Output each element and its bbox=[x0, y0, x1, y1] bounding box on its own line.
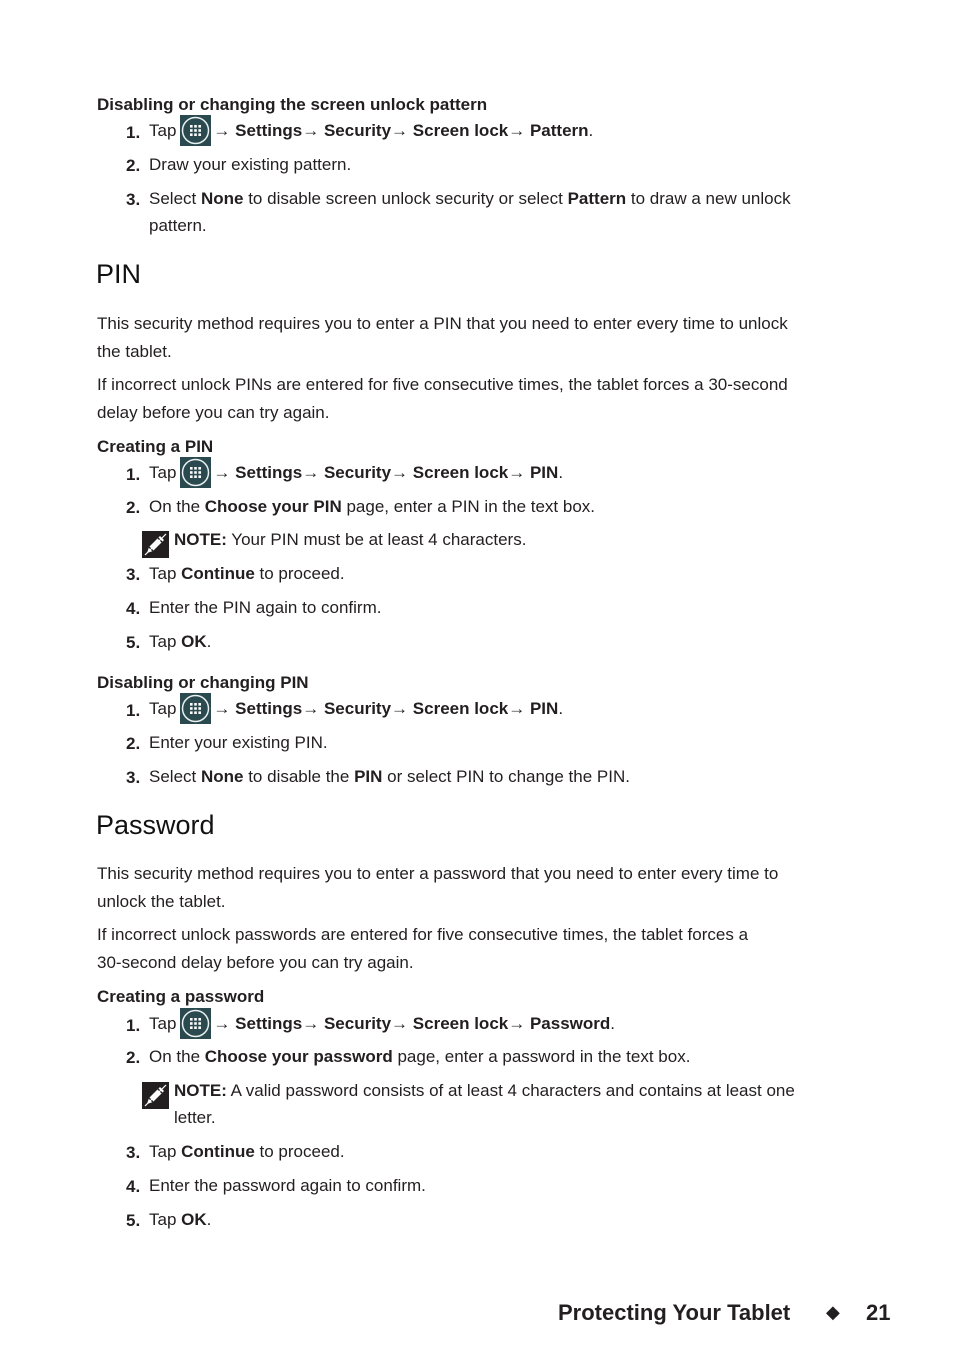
step-text: Enter your existing PIN. bbox=[149, 733, 328, 752]
step-number: 2. bbox=[126, 498, 141, 517]
step-tap-path: Tap → Settings→ Security→ Screen lock→ Pattern. bbox=[149, 117, 593, 144]
step-number: 5. bbox=[126, 1211, 141, 1230]
step-text: Select None to disable screen unlock security or select Pattern to draw a new unlock bbox=[149, 189, 791, 208]
step-text: Tap Continue to proceed. bbox=[149, 1142, 345, 1161]
paragraph: If incorrect unlock PINs are entered for five consecutive times, the tablet forces a 30-second delay before you can try again. bbox=[97, 375, 788, 422]
paragraph: If incorrect unlock passwords are entered for five consecutive times, the tablet forces a 30-second delay before you can try again. bbox=[97, 925, 749, 972]
note-text-continued: letter. bbox=[174, 1108, 216, 1127]
section-heading-password: Password bbox=[96, 810, 215, 840]
note-text: NOTE: Your PIN must be at least 4 characters. bbox=[174, 530, 527, 549]
page-number: 21 bbox=[866, 1300, 891, 1325]
step-text-continued: pattern. bbox=[149, 216, 207, 235]
note-pencil-icon bbox=[142, 531, 169, 558]
step-number: 3. bbox=[126, 190, 141, 209]
step-number: 2. bbox=[126, 156, 141, 175]
note-pencil-icon bbox=[142, 1082, 169, 1109]
footer-chapter-title: Protecting Your Tablet bbox=[558, 1300, 791, 1325]
apps-grid-icon bbox=[180, 457, 211, 488]
step-number: 5. bbox=[126, 633, 141, 652]
subhead-creating-pin: Creating a PIN bbox=[97, 437, 214, 456]
step-number: 2. bbox=[126, 1048, 141, 1067]
paragraph: This security method requires you to enter a PIN that you need to enter every time to unlock the tablet. bbox=[97, 314, 788, 361]
step-text: Tap OK. bbox=[149, 632, 212, 651]
step-number: 4. bbox=[126, 599, 141, 618]
step-text: Draw your existing pattern. bbox=[149, 155, 352, 174]
subhead-disabling-pattern: Disabling or changing the screen unlock pattern bbox=[97, 95, 488, 114]
step-number: 4. bbox=[126, 1177, 141, 1196]
step-text: On the Choose your password page, enter a password in the text box. bbox=[149, 1047, 691, 1066]
subhead-creating-password: Creating a password bbox=[97, 987, 265, 1006]
step-number: 3. bbox=[126, 768, 141, 787]
step-text: On the Choose your PIN page, enter a PIN in the text box. bbox=[149, 497, 595, 516]
step-text: Select None to disable the PIN or select PIN to change the PIN. bbox=[149, 767, 630, 786]
step-number: 1. bbox=[126, 465, 141, 484]
step-text: Enter the PIN again to confirm. bbox=[149, 598, 382, 617]
footer-diamond-icon: ◆ bbox=[826, 1302, 840, 1322]
section-heading-pin: PIN bbox=[96, 259, 142, 289]
paragraph: This security method requires you to enter a password that you need to enter every time to unlock the tablet. bbox=[97, 864, 779, 911]
step-number: 1. bbox=[126, 701, 141, 720]
note-text: NOTE: A valid password consists of at least 4 characters and contains at least one bbox=[174, 1081, 795, 1100]
step-number: 3. bbox=[126, 565, 141, 584]
step-number: 2. bbox=[126, 734, 141, 753]
step-number: 3. bbox=[126, 1143, 141, 1162]
step-tap-path: Tap → Settings→ Security→ Screen lock→ Password. bbox=[149, 1010, 615, 1037]
step-number: 1. bbox=[126, 1016, 141, 1035]
subhead-disabling-pin: Disabling or changing PIN bbox=[97, 673, 309, 692]
apps-grid-icon bbox=[180, 693, 211, 724]
step-number: 1. bbox=[126, 123, 141, 142]
step-text: Tap OK. bbox=[149, 1210, 212, 1229]
apps-grid-icon bbox=[180, 1008, 211, 1039]
step-tap-path: Tap → Settings→ Security→ Screen lock→ PIN. bbox=[149, 695, 563, 722]
step-text: Enter the password again to confirm. bbox=[149, 1176, 426, 1195]
step-text: Tap Continue to proceed. bbox=[149, 564, 345, 583]
step-tap-path: Tap → Settings→ Security→ Screen lock→ PIN. bbox=[149, 459, 563, 486]
apps-grid-icon bbox=[180, 115, 211, 146]
